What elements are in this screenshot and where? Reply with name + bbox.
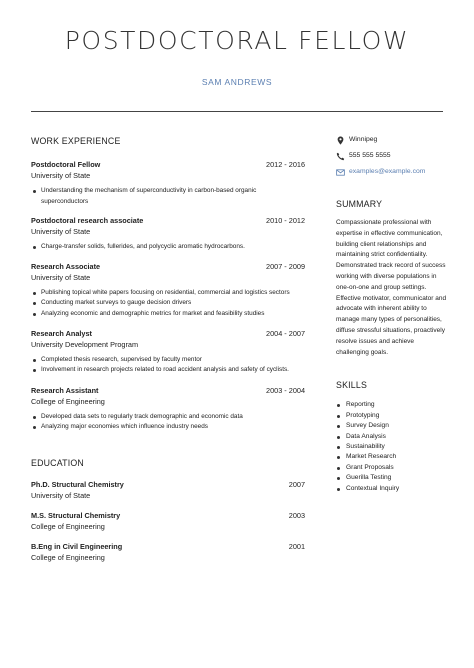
job-duties xyxy=(31,412,305,433)
job-organization: University of State xyxy=(31,272,91,282)
degree-title: B.Eng in Civil Engineering xyxy=(31,541,123,551)
skills-list xyxy=(336,400,448,494)
job-duty-item: Analyzing major economies which influence industry needs xyxy=(31,422,305,433)
candidate-name: SAM ANDREWS xyxy=(201,77,273,87)
degree-title: M.S. Structural Chemistry xyxy=(31,510,121,520)
job-duty-item: Understanding the mechanism of superconductivity in carbon-based organic superconductors xyxy=(31,186,305,207)
skill-item: Grant Proposals xyxy=(336,463,448,473)
work-experience-heading: WORK EXPERIENCE xyxy=(31,136,121,146)
contact-location xyxy=(336,136,448,152)
location-pin-icon xyxy=(336,136,345,145)
mail-icon xyxy=(336,168,345,177)
header-divider xyxy=(31,111,443,112)
email-link[interactable]: examples@example.com xyxy=(349,168,426,175)
skill-item: Reporting xyxy=(336,400,448,410)
education-heading: EDUCATION xyxy=(31,457,84,468)
job-duties xyxy=(31,355,305,376)
skills-heading: SKILLS xyxy=(336,380,368,391)
phone-text: 555 555 5555 xyxy=(349,152,391,159)
job-organization: University Development Program xyxy=(31,339,139,349)
job-duty-item: Conducting market surveys to gauge decision drivers xyxy=(31,298,305,309)
degree-year: 2001 xyxy=(288,541,305,551)
job-organization: University of State xyxy=(31,171,91,180)
job-dates: 2010 - 2012 xyxy=(266,216,305,226)
job-title: Research Assistant xyxy=(31,385,99,395)
skill-item: Guerilla Testing xyxy=(336,473,448,483)
education-entry xyxy=(31,511,305,534)
job-duty-item: Charge-transfer solids, fullerides, and polycyclic aromatic hydrocarbons. xyxy=(31,242,305,253)
degree-institution: College of Engineering xyxy=(31,521,105,531)
phone-icon xyxy=(336,152,345,161)
job-duty-item: Completed thesis research, supervised by faculty mentor xyxy=(31,355,305,366)
job-dates: 2012 - 2016 xyxy=(266,160,305,169)
degree-year: 2003 xyxy=(288,510,305,520)
main-column xyxy=(31,136,305,565)
skill-item: Survey Design xyxy=(336,421,448,431)
job-duty-item: Analyzing economic and demographic metrics for market and feasibility studies xyxy=(31,309,305,320)
skill-item: Market Research xyxy=(336,452,448,462)
degree-title: Ph.D. Structural Chemistry xyxy=(31,479,124,489)
job-dates: 2003 - 2004 xyxy=(266,385,305,395)
summary-paragraph: Compassionate professional with expertise in effective communication, building client relationships and maintaining strict confidentiality. Demonstrated track record of success working with diverse populations in one-on-one and group settings. Effective motivator, communicator and advocate with inherent ability to manage many types of personalities, diffuse stressful situations, proactively resolve issues and achieve challenging goals. xyxy=(336,219,447,356)
contact-email[interactable] xyxy=(336,168,448,184)
job-duties xyxy=(31,242,305,253)
degree-institution: University of State xyxy=(31,490,91,500)
job-duty-item: Developed data sets to regularly track demographic and economic data xyxy=(31,412,305,423)
work-entry xyxy=(31,386,305,433)
sidebar-column xyxy=(336,136,448,494)
job-title: Postdoctoral research associate xyxy=(31,216,144,226)
work-entry xyxy=(31,329,305,376)
job-title: Postdoctoral Fellow xyxy=(31,160,101,169)
location-text: Winnipeg xyxy=(349,136,378,143)
job-title: Research Associate xyxy=(31,261,101,271)
job-organization: University of State xyxy=(31,227,91,237)
skill-item: Sustainability xyxy=(336,442,448,452)
skill-item: Prototyping xyxy=(336,411,448,421)
resume-title: POSTDOCTORAL FELLOW xyxy=(64,26,410,55)
job-dates: 2004 - 2007 xyxy=(266,328,305,338)
job-duty-item: Involvement in research projects related to road accident analysis and safety of cyclists. xyxy=(31,365,305,376)
work-entry xyxy=(31,160,305,207)
education-entry xyxy=(31,542,305,565)
job-title: Research Analyst xyxy=(31,328,92,338)
degree-year: 2007 xyxy=(288,479,305,489)
job-organization: College of Engineering xyxy=(31,396,105,406)
job-duties xyxy=(31,288,305,320)
job-duties xyxy=(31,186,305,207)
work-entry xyxy=(31,216,305,253)
job-dates: 2007 - 2009 xyxy=(266,261,305,271)
degree-institution: College of Engineering xyxy=(31,552,105,562)
summary-heading: SUMMARY xyxy=(336,199,383,209)
work-entry xyxy=(31,262,305,320)
job-duty-item: Publishing topical white papers focusing on residential, commercial and logistics sectors xyxy=(31,288,305,299)
skill-item: Contextual Inquiry xyxy=(336,484,448,494)
skill-item: Data Analysis xyxy=(336,432,448,442)
education-entry xyxy=(31,480,305,503)
contact-phone xyxy=(336,152,448,168)
